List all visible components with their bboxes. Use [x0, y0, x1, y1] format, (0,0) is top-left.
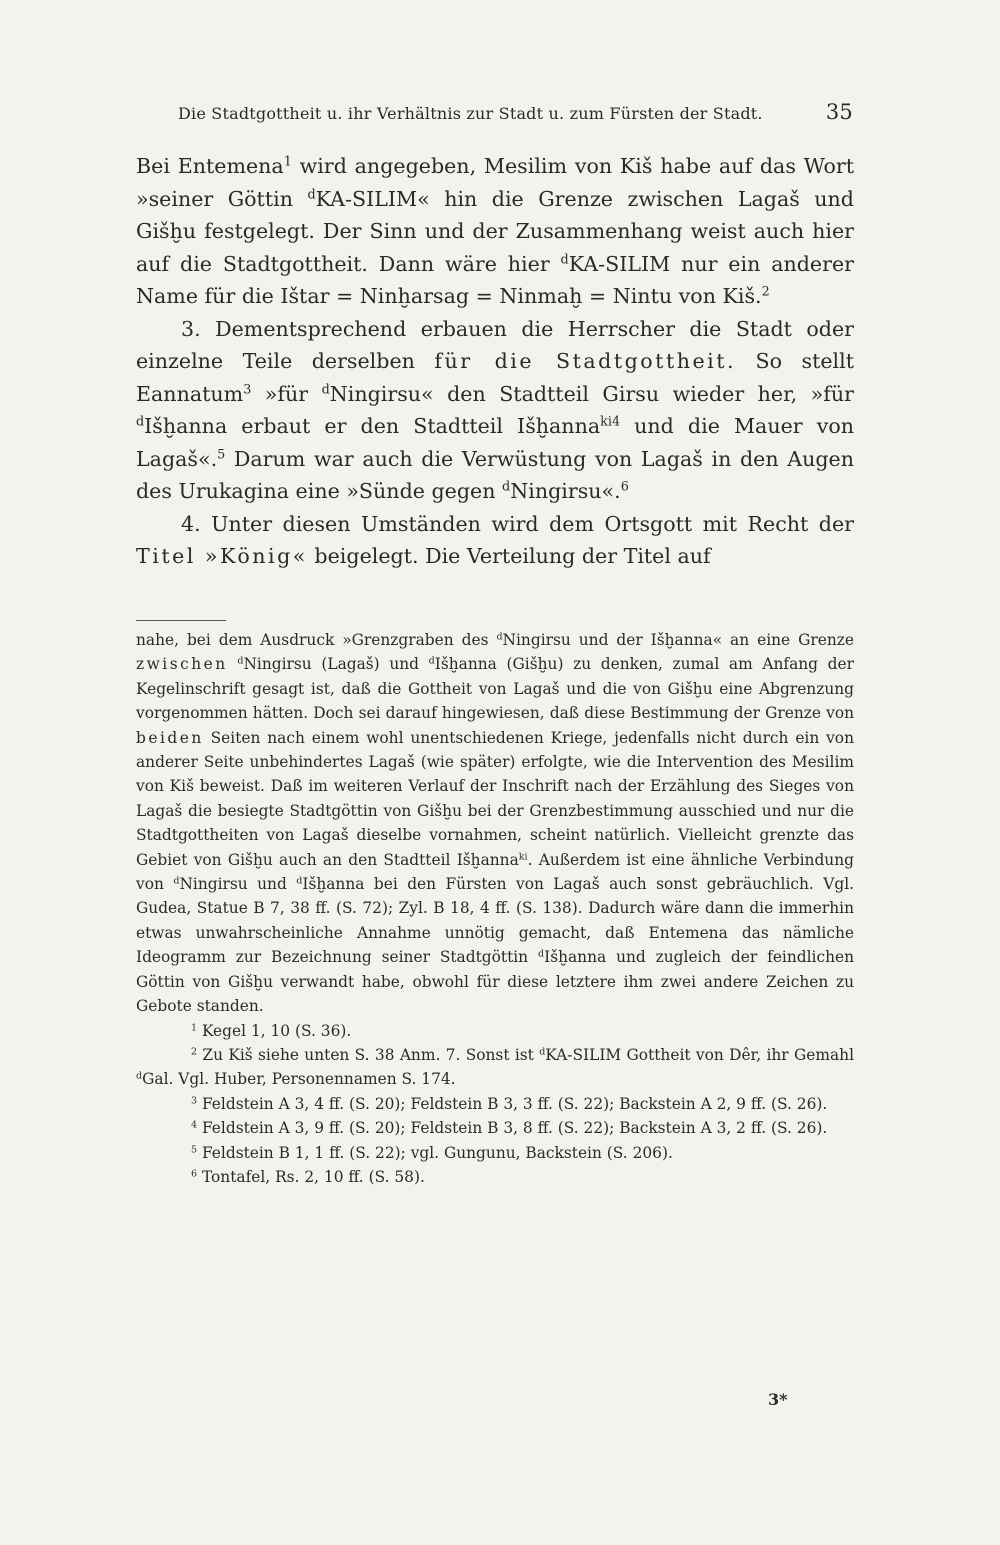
footnote-ref: 3 — [243, 381, 252, 397]
text-run: KA-SILIM nur ein anderer Name für die Ištar = Ninḫarsag = Ninmaḫ = Nintu von Kiš. — [136, 251, 854, 308]
main-text — [136, 150, 854, 573]
determinative: d — [136, 414, 145, 430]
text-run: KA-SILIM« hin die Grenze zwischen Lagaš und Gišḫu festgelegt. Der Sinn und der Zusammenhang weist auch hier auf die Stadtgottheit. Dann wäre hier — [136, 186, 854, 276]
determinative: d — [560, 251, 569, 267]
determinative: d — [502, 479, 511, 495]
determinative: d — [321, 381, 330, 397]
text-run: Išḫanna (Gišḫu) zu denken, zumal am Anfang der Kegelinschrift gesagt ist, daß die Gottheit von Lagaš und die von Gišḫu eine Abgrenzung vorgenommen hätten. Doch sei darauf hingewiesen, daß diese Bestimmung der Grenze von — [136, 655, 854, 723]
spaced-emphasis: Titel »König« — [136, 544, 308, 568]
footnote-text: Zu Kiš siehe unten S. 38 Anm. 7. Sonst ist — [197, 1045, 540, 1064]
text-run: Ningirsu und der Išḫanna« an eine Grenze — [502, 631, 854, 649]
determinative: d — [237, 655, 244, 667]
footnote-text: Tontafel, Rs. 2, 10 ff. (S. 58). — [197, 1167, 425, 1186]
footnote-number: 4 — [191, 1119, 198, 1131]
text-run: Ningirsu (Lagaš) und — [243, 655, 429, 674]
text-run: Išḫanna erbaut er den Stadtteil Išḫanna — [144, 414, 601, 438]
footnote-text: Kegel 1, 10 (S. 36). — [197, 1021, 352, 1040]
footnote-number: 6 — [191, 1168, 198, 1180]
text-run: Seiten nach einem wohl unentschiedenen Kriege, jedenfalls nicht durch ein von anderer Seite unbehindertes Lagaš (wie später) erfolgte, wie die Intervention des Mesilim von Kiš beweist. Daß im weiteren Verlauf der Inschrift nach der Erzählung des Sieges von Lagaš die besiegte Stadtgöttin von Gišḫu bei der Grenzbestimmung ausschied und nur die Stadtgottheiten von Lagaš dieselbe vornahmen, scheint natürlich. Vielleicht grenzte das Gebiet von Gišḫu auch an den Stadtteil Išḫanna — [136, 728, 854, 869]
footnote-number: 1 — [191, 1021, 198, 1033]
footnote-ref: 2 — [761, 284, 770, 300]
text-run — [228, 655, 238, 673]
footnote-text: Feldstein A 3, 9 ff. (S. 20); Feldstein B 3, 8 ff. (S. 22); Backstein A 3, 2 ff. (S. 26). — [197, 1119, 828, 1138]
footnotes — [136, 628, 854, 1189]
text-run: Darum war auch die Verwüstung von Lagaš in den Augen des Urukagina eine »Sünde gegen — [136, 446, 854, 503]
text-run: Bei Entemena — [136, 154, 284, 178]
spaced-emphasis: beiden — [136, 728, 204, 747]
spaced-emphasis: für die Stadtgottheit. — [434, 349, 737, 373]
footnote-6 — [136, 1165, 854, 1189]
page-number: 35 — [825, 100, 853, 124]
footnote-ref: 4 — [611, 414, 621, 430]
text-run: Išḫanna bei den Fürsten von Lagaš auch sonst gebräuchlich. Vgl. Gudea, Statue B 7, 38 ff. (S. 72); Zyl. B 18, 4 ff. (S. 138). Dadurch wäre dann die immerhin etwas unwahrscheinliche Annahme unnötig gemacht, daß Entemena das nämliche Ideogramm zur Bezeichnung seiner Stadtgöttin — [136, 875, 855, 967]
text-run: nahe, bei dem Ausdruck »Grenzgraben des — [136, 631, 497, 649]
text-run: 3. Dementsprechend erbauen die Herrscher die Stadt oder einzelne Teile derselben — [136, 316, 854, 373]
footnote-ref: 5 — [217, 446, 226, 462]
text-run: wird angegeben, Mesilim von Kiš habe auf das Wort »seiner Göttin — [136, 154, 854, 211]
footnote-ref: 6 — [620, 479, 629, 495]
text-run: Ningirsu und — [179, 875, 297, 894]
text-run: So stellt Eannatum — [136, 349, 854, 406]
footnote-text: Feldstein A 3, 4 ff. (S. 20); Feldstein B 3, 3 ff. (S. 22); Backstein A 2, 9 ff. (S. 26). — [197, 1094, 828, 1113]
text-run: Išḫanna und zugleich der feindlichen Göttin von Gišḫu verwandt habe, obwohl für diese letztere ihm zwei andere Zeichen zu Gebote standen. — [136, 948, 855, 1016]
text-run: und die Mauer von Lagaš«. — [136, 414, 854, 471]
spaced-emphasis: zwischen — [136, 655, 228, 674]
signature-mark: 3* — [768, 1390, 788, 1409]
determinative: d — [136, 1070, 143, 1082]
text-run: beigelegt. Die Verteilung der Titel auf — [307, 544, 711, 568]
determinative: d — [538, 948, 545, 960]
footnote-5 — [136, 1141, 854, 1165]
determinative: ki — [518, 850, 528, 862]
text-run: . Außerdem ist eine ähnliche Verbindung von — [136, 850, 854, 894]
running-header — [178, 100, 853, 124]
determinative: d — [496, 631, 503, 643]
paragraph-1 — [136, 150, 854, 313]
determinative: d — [428, 655, 435, 667]
determinative: d — [296, 875, 303, 887]
determinative: d — [173, 875, 180, 887]
footnote-1 — [136, 1019, 854, 1043]
text-run: »für — [251, 381, 322, 406]
footnote-4 — [136, 1116, 854, 1140]
footnote-number: 2 — [191, 1046, 198, 1058]
footnote-3 — [136, 1092, 854, 1116]
footnote-number: 5 — [191, 1143, 198, 1155]
determinative: d — [307, 186, 316, 202]
footnote-number: 3 — [191, 1095, 198, 1106]
text-run: 4. Unter diesen Umständen wird dem Ortsgott mit Recht der — [181, 511, 854, 536]
footnote-ref: 1 — [283, 154, 292, 170]
footnote-continuation — [136, 628, 854, 1019]
running-title: Die Stadtgottheit u. ihr Verhältnis zur Stadt u. zum Fürsten der Stadt. — [178, 104, 763, 123]
determinative: ki — [600, 414, 612, 430]
determinative: d — [539, 1046, 546, 1058]
footnote-text: Gal. Vgl. Huber, Personennamen S. 174. — [142, 1070, 456, 1089]
footnote-divider — [136, 620, 226, 621]
footnote-2 — [136, 1043, 854, 1092]
paragraph-3 — [136, 313, 854, 508]
footnote-text: Feldstein B 1, 1 ff. (S. 22); vgl. Gungunu, Backstein (S. 206). — [197, 1143, 673, 1162]
text-run: Ningirsu«. — [510, 479, 621, 503]
footnote-text: KA-SILIM Gottheit von Dêr, ihr Gemahl — [545, 1045, 854, 1064]
text-run: Ningirsu« den Stadtteil Girsu wieder her, »für — [329, 381, 854, 406]
paragraph-4 — [136, 508, 854, 573]
